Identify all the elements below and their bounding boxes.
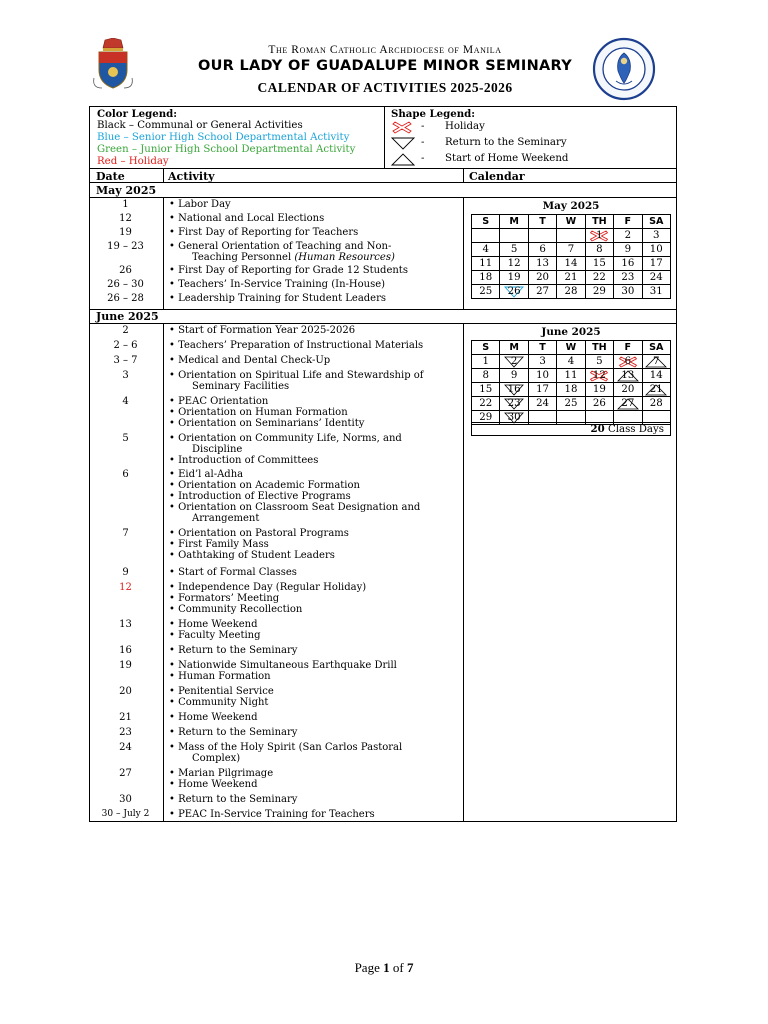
calendar-day-cell (557, 271, 585, 285)
weekday-header: W (557, 215, 585, 229)
calendar-day-number: 5 (510, 244, 518, 255)
calendar-day-number: 10 (649, 244, 663, 255)
calendar-empty-cell (500, 229, 528, 243)
column-header-activity: Activity (168, 170, 215, 183)
calendar-day-cell (500, 243, 528, 257)
activity-item: • PEAC Orientation (169, 396, 269, 407)
calendar-day-number: 21 (564, 272, 578, 283)
seminary-seal-logo (592, 37, 656, 101)
activity-date: 5 (122, 433, 129, 444)
activity-item: • Introduction of Elective Programs (169, 491, 351, 502)
activity-item: • Leadership Training for Student Leaders (169, 293, 387, 304)
calendar-day-cell (557, 285, 585, 299)
calendar-week-row (472, 369, 671, 383)
activity-item-continuation: Seminary Facilities (192, 381, 290, 392)
calendar-day-number: 12 (507, 258, 521, 269)
calendar-day-cell (585, 383, 613, 397)
activity-item: • Marian Pilgrimage (169, 768, 274, 779)
activity-date: 26 – 30 (107, 279, 144, 290)
calendar-day-cell (557, 397, 585, 411)
calendar-week-row (472, 355, 671, 369)
divider (163, 323, 164, 822)
document-title: CALENDAR OF ACTIVITIES 2025-2026 (257, 80, 513, 95)
shape-legend-title: Shape Legend: (391, 108, 476, 120)
calendar-day-number: 4 (567, 356, 575, 367)
activity-item: • Introduction of Committees (169, 455, 319, 466)
activity-date: 21 (119, 712, 132, 723)
calendar-day-cell (642, 243, 670, 257)
calendar-day-number: 13 (621, 370, 635, 381)
calendar-day-cell (642, 285, 670, 299)
calendar-day-cell (528, 355, 556, 369)
calendar-day-number: 5 (596, 356, 603, 367)
calendar-day-cell (614, 355, 642, 369)
calendar-day-cell (557, 243, 585, 257)
weekday-header: T (528, 215, 556, 229)
divider (463, 323, 464, 822)
calendar-grid (471, 214, 671, 299)
page-total: 7 (406, 960, 414, 975)
calendar-day-cell (500, 271, 528, 285)
page-current: 1 (383, 960, 390, 975)
color-legend-title: Color Legend: (97, 108, 178, 120)
calendar-day-cell (585, 369, 613, 383)
calendar-grid (471, 340, 671, 425)
activity-date: 2 – 6 (113, 340, 138, 351)
activity-item: • Penitential Service (169, 686, 274, 697)
calendar-day-cell (472, 285, 500, 299)
calendar-day-cell (585, 397, 613, 411)
calendar-day-number: 7 (567, 244, 575, 255)
activity-item: • Home Weekend (169, 619, 258, 630)
calendar-day-number: 18 (479, 272, 493, 283)
legend-item-blue: Blue – Senior High School Departmental Activity (97, 132, 350, 143)
weekday-header: F (614, 341, 642, 355)
calendar-week-row (472, 397, 671, 411)
activity-item: • Eid’l al-Adha (169, 469, 244, 480)
divider (463, 197, 464, 309)
activity-item: • Orientation on Community Life, Norms, and (169, 433, 402, 444)
calendar-day-cell (500, 397, 528, 411)
calendar-day-number: 19 (592, 384, 606, 395)
activity-item: • Teachers’ Preparation of Instructional Materials (169, 340, 424, 351)
calendar-day-cell (472, 355, 500, 369)
weekday-header: S (472, 341, 500, 355)
activity-item: • Orientation on Seminarians’ Identity (169, 418, 365, 429)
legend-holiday-label: Holiday (445, 121, 485, 132)
page-label: Page (354, 960, 384, 975)
activity-date: 3 (122, 370, 129, 381)
activity-date: 19 (119, 660, 132, 671)
class-days-label: Class Days (604, 424, 664, 435)
activity-date: 4 (122, 396, 129, 407)
divider (463, 168, 464, 183)
calendar-day-number: 13 (536, 258, 550, 269)
calendar-week-row (472, 243, 671, 257)
archdiocese-seal-logo (90, 38, 136, 92)
calendar-day-cell (472, 271, 500, 285)
activity-date: 2 (122, 325, 129, 336)
weekday-header: M (500, 215, 528, 229)
calendar-day-cell (557, 355, 585, 369)
weekday-header: S (472, 215, 500, 229)
activity-item: • Community Night (169, 697, 269, 708)
calendar-day-cell (528, 271, 556, 285)
calendar-day-number: 14 (649, 370, 663, 381)
calendar-day-cell (642, 397, 670, 411)
calendar-day-cell (472, 397, 500, 411)
calendar-day-number: 16 (507, 384, 521, 395)
activity-item-note: (Human Resources) (294, 252, 395, 263)
legend-dash: - (421, 153, 425, 164)
calendar-day-number: 27 (536, 286, 550, 297)
activity-item: • PEAC In-Service Training for Teachers (169, 809, 375, 820)
calendar-day-number: 12 (592, 370, 606, 381)
weekday-header: F (614, 215, 642, 229)
calendar-day-number: 20 (536, 272, 550, 283)
calendar-day-number: 2 (510, 356, 518, 367)
calendar-day-cell (528, 285, 556, 299)
activity-date: 30 – July 2 (101, 809, 150, 819)
activity-item: • Orientation on Pastoral Programs (169, 528, 349, 539)
activity-date: 7 (122, 528, 129, 539)
calendar-day-number: 27 (621, 398, 635, 409)
calendar-day-number: 25 (479, 286, 493, 297)
calendar-day-number: 24 (649, 272, 663, 283)
calendar-day-number: 14 (564, 258, 578, 269)
activity-item: • Faculty Meeting (169, 630, 261, 641)
divider (89, 197, 677, 198)
activity-item: • Orientation on Spiritual Life and Stewardship of (169, 370, 424, 381)
calendar-day-number: 2 (624, 230, 632, 241)
divider (89, 309, 677, 310)
activity-date: 23 (119, 727, 132, 738)
calendar-title: May 2025 (542, 200, 600, 212)
activity-item: • Nationwide Simultaneous Earthquake Drill (169, 660, 397, 671)
calendar-day-number: 1 (482, 356, 489, 367)
calendar-day-number: 20 (621, 384, 635, 395)
calendar-day-number: 11 (479, 258, 493, 269)
calendar-day-number: 18 (564, 384, 578, 395)
activity-item: • Mass of the Holy Spirit (San Carlos Pastoral (169, 742, 403, 753)
calendar-day-cell (500, 369, 528, 383)
calendar-week-row (472, 383, 671, 397)
calendar-day-cell (472, 243, 500, 257)
calendar-day-cell (500, 257, 528, 271)
activity-item-continuation: Arrangement (192, 513, 260, 524)
calendar-day-cell (500, 411, 528, 425)
calendar-day-number: 8 (482, 370, 489, 381)
calendar-day-cell (472, 383, 500, 397)
calendar-day-number: 23 (507, 398, 521, 409)
calendar-day-number: 6 (624, 356, 632, 367)
activity-item: • Community Recollection (169, 604, 303, 615)
calendar-day-cell (642, 271, 670, 285)
divider (163, 197, 164, 309)
calendar-day-cell (642, 257, 670, 271)
activity-item: • Medical and Dental Check-Up (169, 355, 331, 366)
activity-item: • First Day of Reporting for Teachers (169, 227, 359, 238)
calendar-day-number: 21 (649, 384, 663, 395)
calendar-day-cell (557, 369, 585, 383)
calendar-day-number: 29 (479, 412, 493, 423)
calendar-week-row (472, 257, 671, 271)
calendar-day-number: 4 (482, 244, 489, 255)
calendar-day-cell (614, 257, 642, 271)
section-may-2025: May 2025 (96, 184, 157, 197)
divider (89, 168, 677, 169)
calendar-day-number: 3 (539, 356, 546, 367)
activity-date: 13 (119, 619, 132, 630)
divider (163, 168, 164, 183)
legend-dash: - (421, 121, 425, 132)
calendar-empty-cell (528, 229, 556, 243)
calendar-day-cell (528, 397, 556, 411)
calendar-day-cell (642, 229, 670, 243)
calendar-day-number: 22 (479, 398, 493, 409)
activity-date: 6 (122, 469, 129, 480)
calendar-day-number: 16 (621, 258, 635, 269)
activity-date: 1 (122, 199, 129, 210)
activity-date: 19 – 23 (107, 241, 144, 252)
legend-dash: - (421, 137, 425, 148)
calendar-day-cell (642, 355, 670, 369)
calendar-empty-cell (472, 229, 500, 243)
activity-item: • First Family Mass (169, 539, 269, 550)
activity-date: 16 (119, 645, 132, 656)
calendar-day-number: 26 (507, 286, 521, 297)
divider (384, 106, 385, 168)
activity-item: • Orientation on Academic Formation (169, 480, 360, 491)
calendar-day-cell (642, 383, 670, 397)
calendar-day-cell (585, 257, 613, 271)
column-header-calendar: Calendar (469, 170, 525, 183)
activity-date: 30 (119, 794, 132, 805)
activity-item: • Teachers’ In-Service Training (In-House) (169, 279, 386, 290)
calendar-day-cell (557, 383, 585, 397)
activity-item: • Start of Formation Year 2025-2026 (169, 325, 356, 336)
calendar-day-number: 10 (536, 370, 550, 381)
activity-item: • Return to the Seminary (169, 794, 298, 805)
calendar-day-number: 19 (507, 272, 521, 283)
activity-item: • General Orientation of Teaching and Non- (169, 241, 392, 252)
activity-item: • Oathtaking of Student Leaders (169, 550, 335, 561)
calendar-day-cell (500, 383, 528, 397)
legend-item-red: Red – Holiday (97, 156, 169, 167)
page-of: of (389, 960, 407, 975)
activity-item: • Home Weekend (169, 779, 258, 790)
weekday-header: TH (585, 215, 613, 229)
column-header-date: Date (96, 170, 125, 183)
calendar-day-number: 24 (536, 398, 550, 409)
calendar-day-cell (528, 243, 556, 257)
calendar-day-number: 11 (564, 370, 578, 381)
weekday-header: SA (642, 341, 670, 355)
legend-return-label: Return to the Seminary (445, 137, 567, 148)
up-triangle-icon (391, 151, 415, 170)
activity-date-holiday: 12 (119, 582, 132, 593)
calendar-day-number: 28 (649, 398, 663, 409)
color-legend (97, 108, 355, 168)
calendar-may-2025 (471, 200, 671, 300)
calendar-day-cell (557, 257, 585, 271)
calendar-title: June 2025 (541, 326, 601, 338)
calendar-day-cell (528, 369, 556, 383)
calendar-day-number: 26 (592, 398, 606, 409)
activity-item: • Human Formation (169, 671, 271, 682)
calendar-day-number: 8 (596, 244, 603, 255)
weekday-header: SA (642, 215, 670, 229)
archdiocese-name: The Roman Catholic Archdiocese of Manila (268, 44, 502, 56)
section-june-2025: June 2025 (96, 310, 159, 323)
activity-item-continuation: Complex) (192, 753, 241, 764)
weekday-header: W (557, 341, 585, 355)
calendar-day-cell (585, 271, 613, 285)
activity-item-continuation: Teaching Personnel (192, 252, 292, 263)
calendar-day-number: 17 (536, 384, 550, 395)
weekday-header: M (500, 341, 528, 355)
activity-item: • National and Local Elections (169, 213, 325, 224)
calendar-day-cell (614, 243, 642, 257)
calendar-day-cell (614, 285, 642, 299)
calendar-day-number: 30 (507, 412, 521, 423)
calendar-day-number: 15 (592, 258, 606, 269)
calendar-june-2025 (471, 326, 671, 438)
activity-item: • Return to the Seminary (169, 727, 298, 738)
calendar-day-cell (585, 229, 613, 243)
activity-date: 12 (119, 213, 132, 224)
calendar-day-number: 31 (649, 286, 663, 297)
calendar-day-cell (585, 285, 613, 299)
activity-date: 20 (119, 686, 132, 697)
calendar-day-cell (614, 369, 642, 383)
activity-date: 26 (119, 265, 132, 276)
calendar-day-cell (500, 285, 528, 299)
calendar-week-row (472, 271, 671, 285)
calendar-day-cell (614, 229, 642, 243)
activity-item: • Start of Formal Classes (169, 567, 297, 578)
calendar-day-number: 6 (539, 244, 546, 255)
activity-item: • Formators’ Meeting (169, 593, 280, 604)
seminary-name: OUR LADY OF GUADALUPE MINOR SEMINARY (197, 58, 573, 74)
calendar-day-cell (528, 383, 556, 397)
class-days-count: 20 (590, 423, 605, 435)
legend-item-black: Black – Communal or General Activities (97, 120, 303, 131)
activity-date: 27 (119, 768, 132, 779)
activity-item: • First Day of Reporting for Grade 12 Students (169, 265, 408, 276)
calendar-empty-cell (557, 229, 585, 243)
divider (89, 323, 677, 324)
calendar-day-cell (472, 369, 500, 383)
calendar-day-number: 9 (510, 370, 518, 381)
legend-item-green: Green – Junior High School Departmental Activity (97, 144, 356, 155)
activity-item-continuation: Discipline (192, 444, 243, 455)
calendar-day-number: 7 (653, 356, 660, 367)
calendar-day-cell (500, 355, 528, 369)
calendar-day-cell (472, 257, 500, 271)
calendar-day-number: 3 (653, 230, 660, 241)
calendar-day-cell (528, 257, 556, 271)
calendar-day-number: 23 (621, 272, 635, 283)
calendar-day-number: 28 (564, 286, 578, 297)
activity-item: • Labor Day (169, 199, 231, 210)
activity-item: • Orientation on Classroom Seat Designation and (169, 502, 421, 513)
calendar-week-row (472, 229, 671, 243)
activity-date: 19 (119, 227, 132, 238)
weekday-header: T (528, 341, 556, 355)
calendar-day-cell (614, 397, 642, 411)
activity-date: 9 (122, 567, 129, 578)
activity-date: 3 – 7 (113, 355, 138, 366)
calendar-day-number: 1 (596, 230, 603, 241)
calendar-day-number: 15 (479, 384, 493, 395)
page-number (0, 960, 768, 976)
calendar-day-number: 30 (621, 286, 635, 297)
activity-date: 26 – 28 (107, 293, 144, 304)
calendar-day-number: 25 (564, 398, 578, 409)
calendar-day-number: 17 (649, 258, 663, 269)
calendar-day-number: 22 (592, 272, 606, 283)
activity-item: • Independence Day (Regular Holiday) (169, 582, 367, 593)
calendar-week-row (472, 285, 671, 299)
activity-item: • Return to the Seminary (169, 645, 298, 656)
calendar-day-cell (585, 355, 613, 369)
weekday-header: TH (585, 341, 613, 355)
calendar-day-number: 29 (592, 286, 606, 297)
calendar-day-cell (642, 369, 670, 383)
activity-date: 24 (119, 742, 132, 753)
calendar-day-cell (614, 383, 642, 397)
class-days-summary (471, 422, 671, 436)
activity-item: • Orientation on Human Formation (169, 407, 348, 418)
calendar-day-cell (614, 271, 642, 285)
calendar-day-number: 9 (624, 244, 632, 255)
legend-home-label: Start of Home Weekend (445, 153, 569, 164)
calendar-day-cell (585, 243, 613, 257)
activity-item: • Home Weekend (169, 712, 258, 723)
